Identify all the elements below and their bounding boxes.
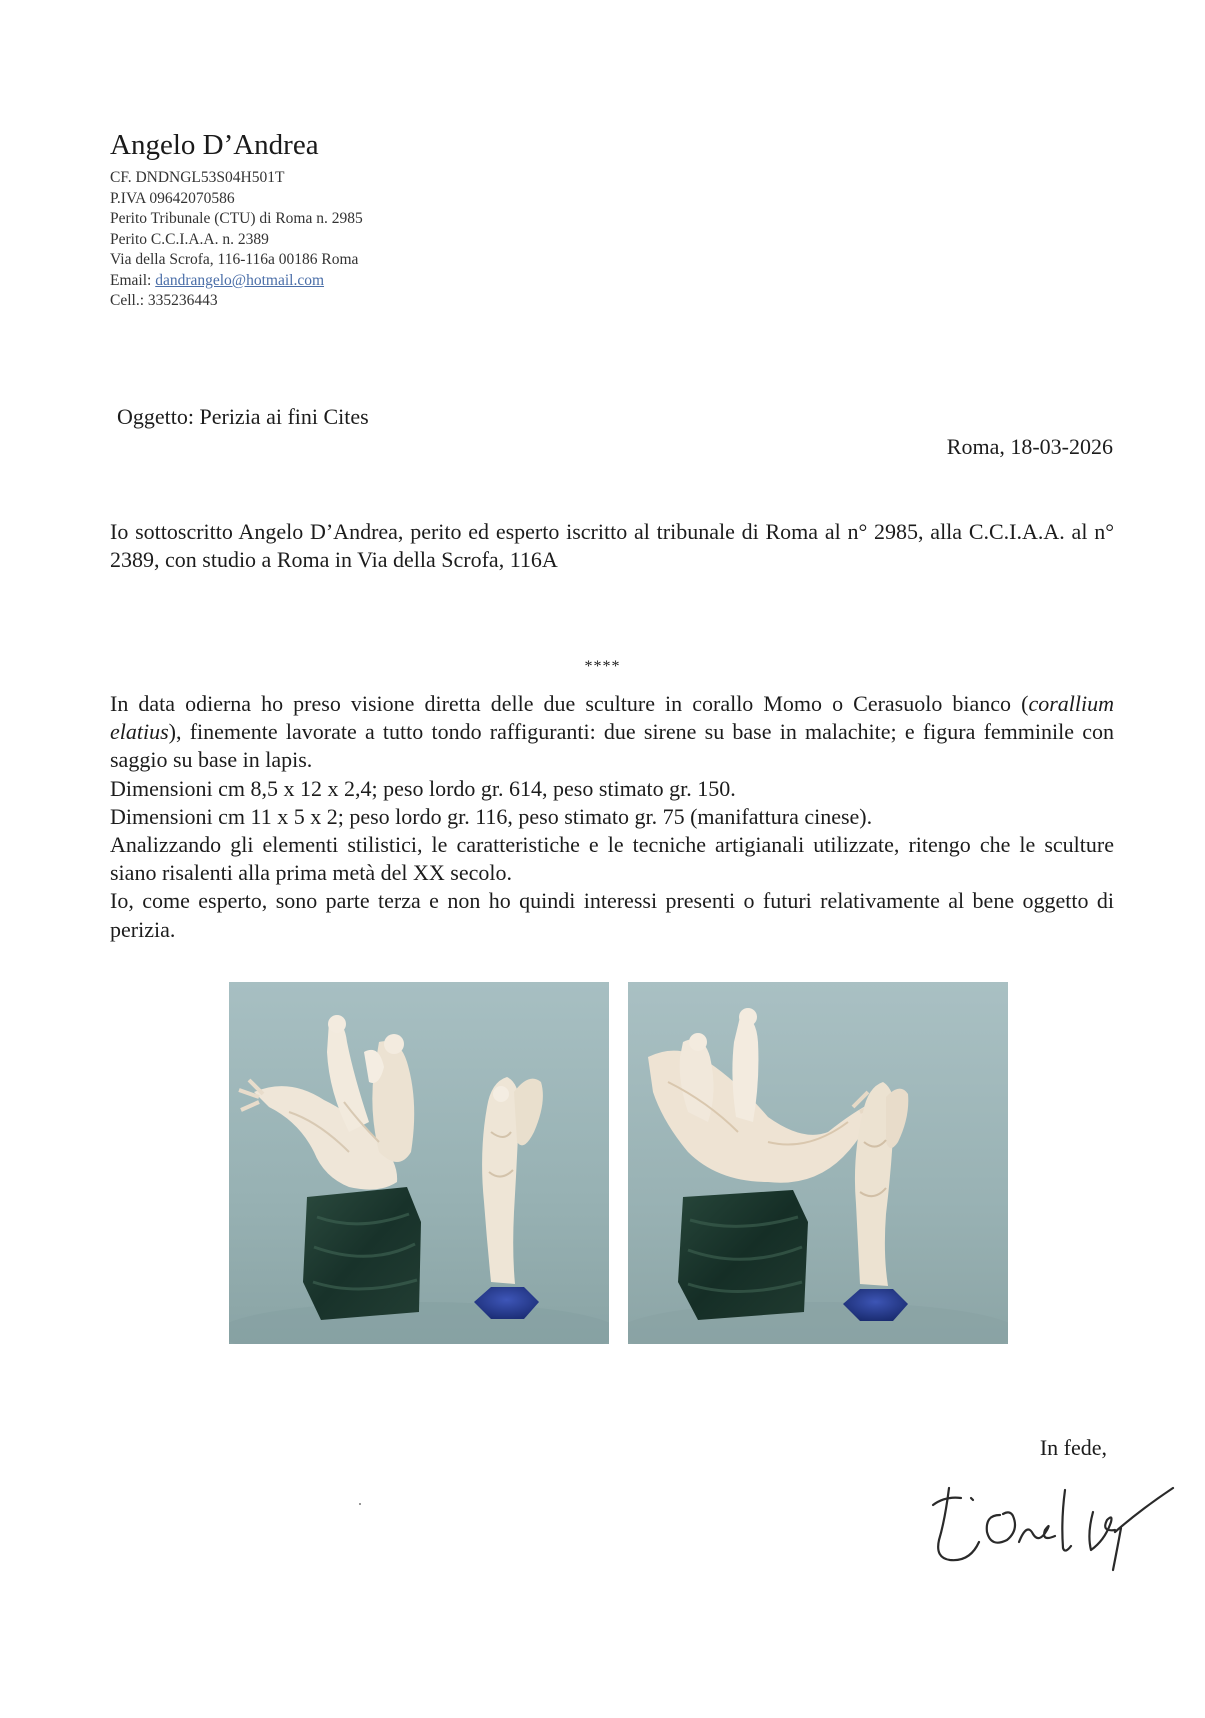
sculptures-photo-back-image bbox=[628, 982, 1008, 1344]
letterhead-name: Angelo D’Andrea bbox=[110, 129, 319, 161]
court-expert-registration: Perito Tribunale (CTU) di Roma n. 2985 bbox=[110, 210, 363, 227]
dimensions-first-sculpture: Dimensioni cm 8,5 x 12 x 2,4; peso lordo gr. 614, peso stimato gr. 150. bbox=[110, 775, 736, 801]
email-label: Email: bbox=[110, 271, 156, 289]
document-date: Roma, 18-03-2026 bbox=[946, 434, 1113, 459]
sculptures-photo-back bbox=[628, 982, 1008, 1344]
description-paragraph bbox=[110, 690, 1114, 775]
subject-line: Oggetto: Perizia ai fini Cites bbox=[117, 404, 369, 429]
email-link[interactable]: dandrangelo@hotmail.com bbox=[155, 271, 325, 289]
email-line bbox=[110, 271, 570, 292]
vat-number: P.IVA 09642070586 bbox=[110, 189, 235, 207]
dimensions-second-sculpture: Dimensioni cm 11 x 5 x 2; peso lordo gr. 116, peso stimato gr. 75 (manifattura cinese). bbox=[110, 803, 873, 829]
analysis-paragraph: Analizzando gli elementi stilistici, le caratteristiche e le tecniche artigianali utilizzate, ritengo che le sculture siano risalenti alla prima metà del XX secolo. bbox=[110, 832, 1114, 886]
cciaa-expert-registration: Perito C.C.I.A.A. n. 2389 bbox=[110, 230, 269, 248]
phone-number: Cell.: 335236443 bbox=[110, 292, 218, 309]
scan-speck bbox=[359, 1503, 361, 1505]
handwritten-signature bbox=[915, 1470, 1185, 1580]
section-separator: **** bbox=[584, 658, 621, 675]
intro-paragraph: Io sottoscritto Angelo D’Andrea, perito ed esperto iscritto al tribunale di Roma al n° 2985, alla C.C.I.A.A. al n° 2389, con studio a Roma in Via della Scrofa, 116A bbox=[110, 519, 1114, 572]
sculptures-photo-front bbox=[229, 982, 609, 1344]
description-text-end: ), finemente lavorate a tutto tondo raffiguranti: due sirene su base in malachite; e figura femminile con saggio su base in lapis. bbox=[110, 719, 1114, 773]
fiscal-code: CF. DNDNGL53S04H501T bbox=[110, 169, 285, 186]
species-name: corallium elatius bbox=[110, 691, 1114, 745]
appraisal-body bbox=[110, 690, 1114, 944]
closing-salutation: In fede, bbox=[1039, 1435, 1107, 1460]
letterhead bbox=[110, 128, 570, 312]
declaration-paragraph: Io, come esperto, sono parte terza e non ho quindi interessi presenti o futuri relativamente al bene oggetto di perizia. bbox=[110, 888, 1114, 942]
description-text-start: In data odierna ho preso visione diretta delle due sculture in corallo Momo o Cerasuolo bianco ( bbox=[110, 691, 1029, 716]
sculptures-photo-front-image bbox=[229, 982, 609, 1344]
address: Via della Scrofa, 116-116a 00186 Roma bbox=[110, 251, 359, 268]
